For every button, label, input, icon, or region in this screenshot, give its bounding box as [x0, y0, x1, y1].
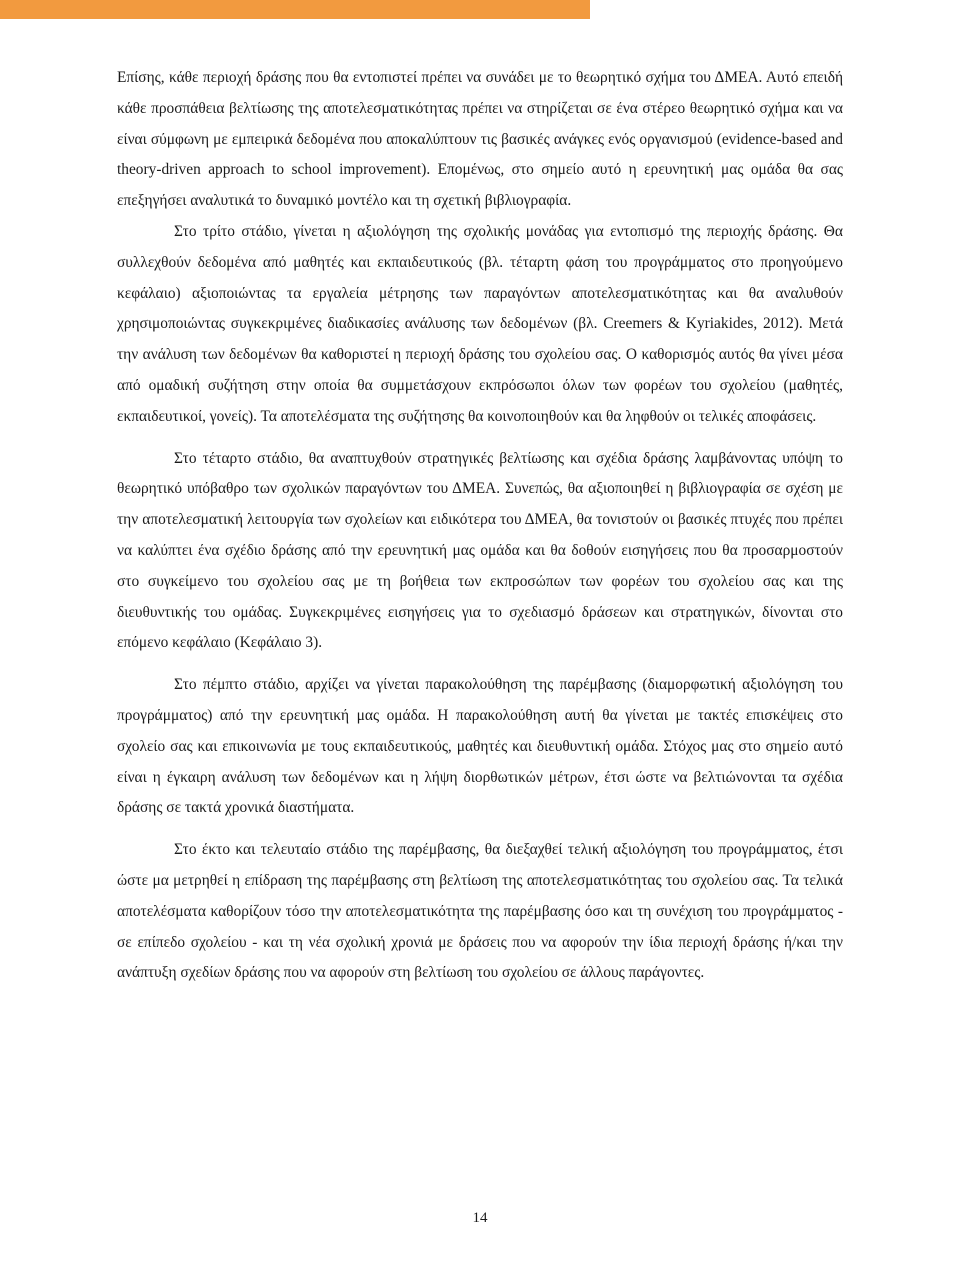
paragraph-4: Στο πέμπτο στάδιο, αρχίζει να γίνεται παρακολούθηση της παρέμβασης (διαμορφωτική αξιολόγηση του προγράμματος) από την ερευνητική μας ομάδα. Η παρακολούθηση αυτή θα γίνεται με τακτές επισκέψεις στο σχολείο σας και επικοινωνία με τους εκπαιδευτικούς, μαθητές και διευθυντική ομάδα. Στόχος μας στο σημείο αυτό είναι η έγκαιρη ανάλυση των δεδομένων και η λήψη διορθωτικών μέτρων, έτσι ώστε να βελτιώνονται τα σχέδια δράσης σε τακτά χρονικά διαστήματα. [117, 676, 843, 817]
paragraph-3: Στο τέταρτο στάδιο, θα αναπτυχθούν στρατηγικές βελτίωσης και σχέδια δράσης λαμβάνοντας υπόψη το θεωρητικό υπόβαθρο των σχολικών παραγόντων του ΔΜΕΑ. Συνεπώς, θα αξιοποιηθεί η βιβλιογραφία σε σχέση με την αποτελεσματική λειτουργία των σχολείων και ειδικότερα του ΔΜΕΑ, θα τονιστούν οι βασικές πτυχές που πρέπει να καλύπτει ένα σχέδιο δράσης από την ερευνητική μας ομάδα και θα δοθούν εισηγήσεις που θα προσαρμοστούν στο συγκείμενο του σχολείου σας με τη βοήθεια των εκπροσώπων των φορέων του σχολείου σας και της διευθυντικής του ομάδας. Συγκεκριμένες εισηγήσεις για το σχεδιασμό δράσεων και στρατηγικών, δίνονται στο επόμενο κεφάλαιο (Κεφάλαιο 3). [117, 449, 843, 652]
paragraph-5: Στο έκτο και τελευταίο στάδιο της παρέμβασης, θα διεξαχθεί τελική αξιολόγηση του προγράμματος, έτσι ώστε μα μετρηθεί η επίδραση της παρέμβασης στη βελτίωση της αποτελεσματικότητας του σχολείου σας. Τα τελικά αποτελέσματα καθορίζουν τόσο την αποτελεσματικότητα της παρέμβασης όσο και τη συνέχιση του προγράμματος - σε επίπεδο σχολείου - και τη νέα σχολική χρονιά με δράσεις που να αφορούν την ίδια περιοχή δράσης ή/και την ανάπτυξη σχεδίων δράσης που να αφορούν στη βελτίωση του σχολείου σε άλλους παράγοντες. [117, 841, 843, 982]
document-body [117, 63, 843, 989]
paragraph-1: Επίσης, κάθε περιοχή δράσης που θα εντοπιστεί πρέπει να συνάδει με το θεωρητικό σχήμα του ΔΜΕΑ. Αυτό επειδή κάθε προσπάθεια βελτίωσης της αποτελεσματικότητας πρέπει να στηρίζεται σε ένα στέρεο θεωρητικό σχήμα και να είναι σύμφωνη με εμπειρικά δεδομένα που αποκαλύπτουν τις βασικές ανάγκες ενός οργανισμού (evidence-based and theory-driven approach to school improvement). Επομένως, στο σημείο αυτό η ερευνητική μας ομάδα θα σας επεξηγήσει αναλυτικά το δυναμικό μοντέλο και τη σχετική βιβλιογραφία. [117, 69, 843, 210]
header-accent-bar [0, 0, 590, 19]
page-number: 14 [472, 1210, 488, 1226]
paragraph-2: Στο τρίτο στάδιο, γίνεται η αξιολόγηση της σχολικής μονάδας για εντοπισμό της περιοχής δράσης. Θα συλλεχθούν δεδομένα από μαθητές και εκπαιδευτικούς (βλ. τέταρτη φάση του προγράμματος στο προηγούμενο κεφάλαιο) αξιοποιώντας τα εργαλεία μέτρησης των παραγόντων αποτελεσματικότητας και θα αναλυθούν χρησιμοποιώντας συγκεκριμένες διαδικασίες ανάλυσης των δεδομένων (βλ. Creemers & Kyriakides, 2012). Μετά την ανάλυση των δεδομένων θα καθοριστεί η περιοχή δράσης του σχολείου σας. Ο καθορισμός αυτός θα γίνει μέσα από ομαδική συζήτηση στην οποία θα συμμετάσχουν εκπρόσωποι όλων των φορέων του σχολείου (μαθητές, εκπαιδευτικοί, γονείς). Τα αποτελέσματα της συζήτησης θα κοινοποιηθούν και θα ληφθούν οι τελικές αποφάσεις. [117, 222, 843, 425]
